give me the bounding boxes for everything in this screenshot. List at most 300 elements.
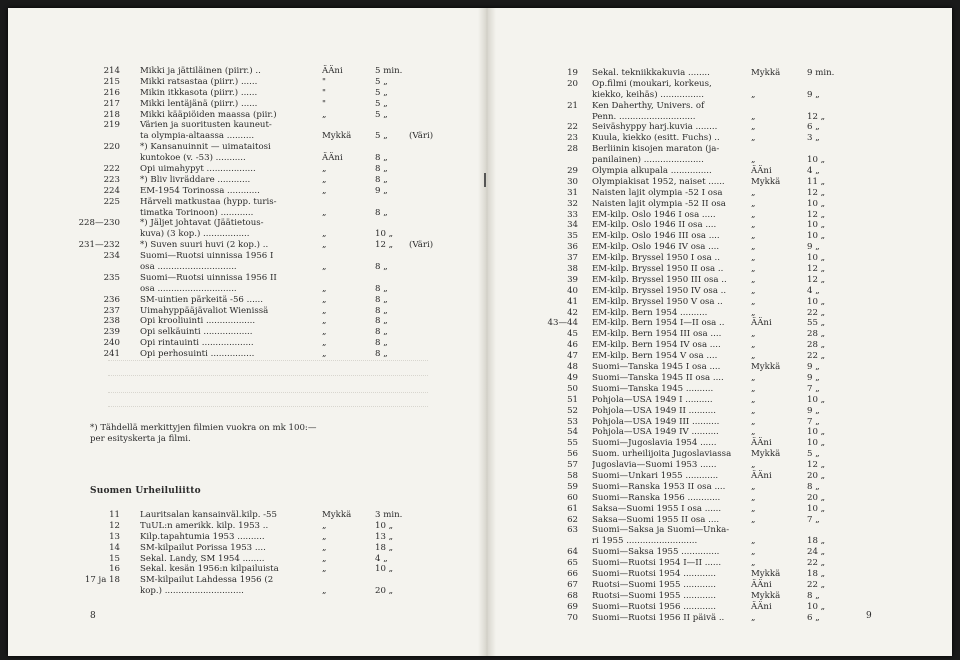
- list-item-title: Seiväshyppy harj.kuvia ........: [592, 122, 718, 133]
- list-item-studio: „: [322, 316, 327, 327]
- list-item-title: EM-kilp. Oslo 1946 IV osa ....: [592, 242, 720, 253]
- list-item-num: 59: [567, 481, 578, 492]
- list-item-studio: „: [751, 198, 756, 209]
- list-item-num: 222: [103, 164, 120, 175]
- list-item-title: Suomi—Ruotsi uinnissa 1956 I: [140, 251, 274, 262]
- list-item-len: 8 „: [375, 207, 388, 218]
- list-item-num: 36: [567, 242, 578, 253]
- list-item-title: Penn. ............................: [592, 111, 696, 122]
- faint-rule: [108, 360, 428, 361]
- list-item-len: 12 „: [807, 209, 826, 220]
- list-item-title: Kuula, kiekko (esitt. Fuchs) ..: [592, 133, 720, 144]
- list-item-len: 20 „: [807, 492, 826, 503]
- faint-rule: [108, 392, 428, 393]
- list-item-title: Suomi—Ruotsi 1956 ............: [592, 601, 716, 612]
- list-item-len: 9 min.: [807, 68, 835, 78]
- list-item-num: 35: [567, 231, 578, 242]
- list-item-num: 19: [567, 68, 578, 78]
- list-item-num: 234: [103, 251, 120, 262]
- section-heading: Suomen Urheiluliitto: [90, 486, 201, 496]
- list-item-title: Mikki lentäjänä (piirr.) ......: [140, 98, 258, 109]
- list-item-len: 10 „: [807, 253, 826, 264]
- list-item-len: 10 „: [807, 503, 826, 514]
- list-item-len: 22 „: [807, 351, 826, 362]
- list-item-len: 8 „: [375, 305, 388, 316]
- list-item-len: 8 „: [375, 327, 388, 338]
- list-item-title: osa .............................: [140, 283, 237, 294]
- list-item-title: EM-kilp. Bern 1954 IV osa ....: [592, 340, 721, 351]
- list-item-studio: „: [751, 253, 756, 264]
- list-item-title: Saksa—Suomi 1955 I osa ......: [592, 503, 722, 514]
- book-gutter: [478, 8, 496, 656]
- list-item-len: 12 „: [807, 187, 826, 198]
- list-item-title: Suomi—Ruotsi uinnissa 1956 II: [140, 272, 277, 283]
- list-item-len: 8 „: [807, 481, 820, 492]
- list-item-len: 10 „: [375, 229, 394, 240]
- list-item-len: 8 „: [375, 262, 388, 273]
- list-item-title: Suomi—Ranska 1953 II osa ....: [592, 481, 726, 492]
- list-item-studio: „: [751, 492, 756, 503]
- list-item-num: 216: [103, 87, 120, 98]
- list-item-len: 18 „: [807, 568, 826, 579]
- list-item-num: 223: [103, 174, 120, 185]
- list-item-studio: Mykkä: [751, 568, 781, 579]
- list-item-num: 31: [567, 187, 578, 198]
- list-item-len: 10 „: [807, 155, 826, 166]
- list-item-title: Opi krooliuinti ..................: [140, 316, 256, 327]
- list-item-title: EM-kilp. Bern 1954 I—II osa ..: [592, 318, 725, 329]
- faint-rule: [108, 406, 428, 407]
- list-item-len: 9 „: [807, 372, 820, 383]
- list-item-len: 20 „: [807, 470, 826, 481]
- list-item-title: Suomi—Ruotsi 1956 II päivä ..: [592, 612, 725, 623]
- list-item-studio: „: [322, 294, 327, 305]
- list-item-studio: ÄÄni: [322, 153, 343, 164]
- list-item-num: 42: [567, 307, 578, 318]
- list-item-studio: ÄÄni: [751, 579, 772, 590]
- list-item-len: 5 „: [375, 109, 388, 120]
- list-item-len: 10 „: [807, 231, 826, 242]
- footnote: *) Tähdellä merkittyjen filmien vuokra on mk 100:— per esityskerta ja filmi.: [90, 423, 317, 444]
- list-item-title: Opi selkäuinti ..................: [140, 327, 253, 338]
- list-item-studio: „: [751, 612, 756, 623]
- list-item-title: Sekal. tekniikkakuvia ........: [592, 68, 710, 78]
- list-item-len: 7 „: [807, 416, 820, 427]
- list-item-studio: ": [322, 98, 326, 109]
- list-item-num: 60: [567, 492, 578, 503]
- list-item-studio: Mykkä: [751, 590, 781, 601]
- list-item-title: SM-uintien pärkeitä -56 ......: [140, 294, 264, 305]
- list-item-studio: „: [751, 558, 756, 569]
- list-item-title: Pohjola—USA 1949 I ..........: [592, 394, 713, 405]
- list-item-title: Op.filmi (moukari, korkeus,: [592, 78, 712, 89]
- list-item-title: kiekko, keihäs) ................: [592, 89, 704, 100]
- list-item-len: 9 „: [807, 405, 820, 416]
- list-item-title: TuUL:n amerikk. kilp. 1953 ..: [140, 520, 269, 531]
- list-item-len: 24 „: [807, 547, 826, 558]
- list-item-num: 65: [567, 558, 578, 569]
- list-item-num: 239: [103, 327, 120, 338]
- list-item-title: Opi perhosuinti ................: [140, 349, 255, 360]
- list-item-len: 28 „: [807, 340, 826, 351]
- list-item-num: 215: [103, 76, 120, 87]
- list-item-title: EM-kilp. Bryssel 1950 V osa ..: [592, 296, 723, 307]
- list-item-studio: „: [751, 351, 756, 362]
- list-item-title: Jugoslavia—Suomi 1953 ......: [592, 460, 717, 471]
- list-item-len: 8 „: [375, 349, 388, 360]
- list-item-studio: ": [322, 76, 326, 87]
- list-item-studio: ÄÄni: [751, 438, 772, 449]
- list-item-studio: „: [322, 349, 327, 360]
- list-item-len: 22 „: [807, 579, 826, 590]
- list-item-num: 22: [567, 122, 578, 133]
- list-item-title: ri 1955 ..........................: [592, 536, 698, 547]
- list-item-title: EM-1954 Torinossa ............: [140, 185, 260, 196]
- list-item-len: 10 „: [807, 427, 826, 438]
- list-item-num: 217: [103, 98, 120, 109]
- list-item-title: Mikki ja jättiläinen (piirr.) ..: [140, 66, 261, 76]
- list-item-studio: „: [322, 174, 327, 185]
- list-item-studio: Mykkä: [322, 131, 352, 142]
- list-item-title: panilainen) ......................: [592, 155, 704, 166]
- list-item-studio: „: [322, 305, 327, 316]
- list-item-num: 49: [567, 372, 578, 383]
- list-item-num: 55: [567, 438, 578, 449]
- list-item-num: 225: [103, 196, 120, 207]
- list-item-studio: Mykkä: [751, 68, 781, 78]
- list-item-len: 8 „: [375, 316, 388, 327]
- list-item-studio: „: [322, 531, 327, 542]
- list-item-len: 5 „: [375, 87, 388, 98]
- list-item-num: 235: [103, 272, 120, 283]
- list-item-studio: „: [751, 405, 756, 416]
- list-item-studio: „: [751, 209, 756, 220]
- list-item-studio: ÄÄni: [751, 318, 772, 329]
- list-item-num: 43—44: [547, 318, 578, 329]
- list-item-title: Saksa—Suomi 1955 II osa ....: [592, 514, 720, 525]
- list-item-title: Suomi—Jugoslavia 1954 ......: [592, 438, 717, 449]
- list-item-studio: „: [322, 542, 327, 553]
- list-item-studio: „: [751, 383, 756, 394]
- list-item-len: 8 „: [807, 590, 820, 601]
- list-item-len: 18 „: [375, 542, 394, 553]
- list-item-num: 47: [567, 351, 578, 362]
- list-item-len: 5 min.: [375, 66, 403, 76]
- list-item-num: 219: [103, 120, 120, 131]
- list-item-title: EM-kilp. Bern 1954 V osa ....: [592, 351, 718, 362]
- list-item-studio: „: [751, 329, 756, 340]
- list-item-title: Suomi—Tanska 1945 I osa ....: [592, 362, 721, 373]
- list-item-title: *) Suven suuri huvi (2 kop.) ..: [140, 240, 269, 251]
- list-item-num: 28: [567, 144, 578, 155]
- list-item-len: 5 „: [375, 131, 388, 142]
- list-item-studio: „: [322, 109, 327, 120]
- list-item-title: Suomi—Saksa ja Suomi—Unka-: [592, 525, 730, 536]
- list-item-studio: „: [751, 514, 756, 525]
- list-item-len: 5 „: [375, 98, 388, 109]
- page-number: 9: [866, 611, 872, 621]
- list-item-num: 30: [567, 176, 578, 187]
- list-item-num: 16: [109, 564, 120, 575]
- list-item-len: 13 „: [375, 531, 394, 542]
- list-item-title: Suomi—Saksa 1955 ..............: [592, 547, 720, 558]
- list-item-len: 22 „: [807, 558, 826, 569]
- list-item-note: (Väri): [409, 240, 434, 251]
- list-item-studio: „: [751, 111, 756, 122]
- list-item-len: 10 „: [807, 220, 826, 231]
- list-item-num: 58: [567, 470, 578, 481]
- list-item-studio: ÄÄni: [751, 166, 772, 177]
- list-item-title: Sekal. kesän 1956:n kilpailuista: [140, 564, 279, 575]
- spine-mark: [484, 173, 486, 187]
- list-item-title: Mikin itkkasota (piirr.) ......: [140, 87, 258, 98]
- list-item-title: Härveli matkustaa (hypp. turis-: [140, 196, 277, 207]
- list-item-studio: „: [751, 503, 756, 514]
- list-item-studio: „: [751, 460, 756, 471]
- list-item-title: Kilp.tapahtumia 1953 ..........: [140, 531, 265, 542]
- list-item-title: Suomi—Unkari 1955 ............: [592, 470, 719, 481]
- list-item-len: 7 „: [807, 383, 820, 394]
- list-item-studio: „: [751, 231, 756, 242]
- list-item-studio: „: [751, 307, 756, 318]
- list-item-title: Suomi—Ranska 1956 ............: [592, 492, 721, 503]
- list-item-num: 238: [103, 316, 120, 327]
- list-item-title: SM-kilpailut Porissa 1953 ....: [140, 542, 266, 553]
- list-item-studio: „: [751, 394, 756, 405]
- list-item-num: 69: [567, 601, 578, 612]
- list-item-studio: „: [322, 185, 327, 196]
- list-item-num: 56: [567, 449, 578, 460]
- list-item-len: 6 „: [807, 612, 820, 623]
- list-item-len: 10 „: [807, 296, 826, 307]
- list-item-title: Opi rintauinti ...................: [140, 338, 254, 349]
- list-item-num: 51: [567, 394, 578, 405]
- list-item-len: 4 „: [807, 285, 820, 296]
- list-item-studio: „: [322, 207, 327, 218]
- list-item-num: 41: [567, 296, 578, 307]
- list-item-studio: „: [751, 155, 756, 166]
- list-item-len: 4 „: [375, 553, 388, 564]
- list-item-len: 5 „: [807, 449, 820, 460]
- list-item-num: 39: [567, 274, 578, 285]
- list-item-studio: ÄÄni: [751, 601, 772, 612]
- list-item-num: 48: [567, 362, 578, 373]
- list-item-num: 33: [567, 209, 578, 220]
- list-item-studio: „: [322, 520, 327, 531]
- list-item-title: Värien ja suoritusten kauneut-: [140, 120, 272, 131]
- list-item-studio: „: [751, 242, 756, 253]
- list-item-studio: ÄÄni: [322, 66, 343, 76]
- list-item-len: 7 „: [807, 514, 820, 525]
- list-item-num: 11: [109, 510, 120, 520]
- list-item-title: Uimahyppääjävaliot Wienissä: [140, 305, 269, 316]
- list-item-studio: „: [751, 89, 756, 100]
- list-item-title: EM-kilp. Bern 1954 III osa ....: [592, 329, 722, 340]
- list-item-title: Olympia alkupala ...............: [592, 166, 712, 177]
- list-item-title: Mikki ratsastaa (piirr.) ......: [140, 76, 258, 87]
- list-item-studio: Mykkä: [751, 176, 781, 187]
- list-item-title: Mikki kääpiöiden maassa (piir.): [140, 109, 277, 120]
- list-item-len: 12 „: [807, 264, 826, 275]
- list-item-studio: „: [322, 283, 327, 294]
- list-item-num: 62: [567, 514, 578, 525]
- list-item-len: 10 „: [807, 438, 826, 449]
- list-item-num: 50: [567, 383, 578, 394]
- list-item-studio: „: [751, 372, 756, 383]
- list-item-title: EM-kilp. Bern 1954 ..........: [592, 307, 708, 318]
- list-item-num: 224: [103, 185, 120, 196]
- list-item-title: Sekal. Landy, SM 1954 ........: [140, 553, 265, 564]
- list-item-num: 20: [567, 78, 578, 89]
- list-item-title: EM-kilp. Oslo 1946 I osa .....: [592, 209, 716, 220]
- list-item-len: 8 „: [375, 174, 388, 185]
- list-item-num: 32: [567, 198, 578, 209]
- list-item-title: osa .............................: [140, 262, 237, 273]
- list-item-num: 15: [109, 553, 120, 564]
- list-item-num: 241: [103, 349, 120, 360]
- list-item-len: 4 „: [807, 166, 820, 177]
- list-item-title: Pohjola—USA 1949 IV ..........: [592, 427, 719, 438]
- list-item-studio: ": [322, 87, 326, 98]
- list-item-len: 9 „: [375, 185, 388, 196]
- list-item-studio: Mykkä: [751, 449, 781, 460]
- list-item-title: Pohjola—USA 1949 II ..........: [592, 405, 716, 416]
- list-item-studio: „: [751, 220, 756, 231]
- list-item-title: Ruotsi—Suomi 1955 ............: [592, 590, 716, 601]
- list-item-len: 6 „: [807, 122, 820, 133]
- list-item-title: EM-kilp. Bryssel 1950 II osa ..: [592, 264, 724, 275]
- list-item-title: timatka Torinoon) ............: [140, 207, 254, 218]
- list-item-len: 8 „: [375, 283, 388, 294]
- list-item-studio: „: [751, 416, 756, 427]
- list-item-title: EM-kilp. Bryssel 1950 I osa ..: [592, 253, 720, 264]
- book-spread: [8, 8, 952, 656]
- list-item-num: 12: [109, 520, 120, 531]
- list-item-title: Opi uimahypyt ..................: [140, 164, 256, 175]
- list-item-studio: „: [322, 586, 327, 597]
- list-item-title: Lauritsalan kansainväl.kilp. -55: [140, 510, 277, 520]
- list-item-title: Naisten lajit olympia -52 I osa: [592, 187, 723, 198]
- list-item-num: 34: [567, 220, 578, 231]
- list-item-title: Suomi—Tanska 1945 II osa ....: [592, 372, 724, 383]
- list-item-len: 8 „: [375, 294, 388, 305]
- list-item-title: kuva) (3 kop.) .................: [140, 229, 250, 240]
- list-item-num: 46: [567, 340, 578, 351]
- list-item-len: 10 „: [375, 564, 394, 575]
- list-item-title: Ken Daherthy, Univers. of: [592, 100, 705, 111]
- list-item-len: 5 „: [375, 76, 388, 87]
- list-item-num: 13: [109, 531, 120, 542]
- list-item-title: SM-kilpailut Lahdessa 1956 (2: [140, 575, 274, 586]
- list-item-title: kop.) .............................: [140, 586, 244, 597]
- list-item-studio: „: [322, 338, 327, 349]
- list-item-title: kuntokoe (v. -53) ...........: [140, 153, 246, 164]
- list-item-title: Pohjola—USA 1949 III ..........: [592, 416, 720, 427]
- page-number: 8: [90, 611, 96, 621]
- left-page: [8, 8, 478, 656]
- list-item-len: 55 „: [807, 318, 826, 329]
- list-item-studio: ÄÄni: [751, 470, 772, 481]
- list-item-len: 11 „: [807, 176, 826, 187]
- list-item-num: 231—232: [78, 240, 120, 251]
- list-item-num: 228—230: [78, 218, 120, 229]
- list-item-num: 57: [567, 460, 578, 471]
- list-item-studio: „: [322, 564, 327, 575]
- list-item-studio: „: [751, 481, 756, 492]
- list-item-title: EM-kilp. Oslo 1946 II osa ....: [592, 220, 717, 231]
- list-item-len: 22 „: [807, 307, 826, 318]
- list-item-len: 3 min.: [375, 510, 403, 520]
- list-item-studio: „: [751, 122, 756, 133]
- list-item-len: 9 „: [807, 242, 820, 253]
- list-item-title: ta olympia-altaassa ..........: [140, 131, 255, 142]
- list-item-num: 70: [567, 612, 578, 623]
- list-item-studio: „: [751, 285, 756, 296]
- list-item-studio: „: [751, 340, 756, 351]
- list-item-len: 8 „: [375, 164, 388, 175]
- list-item-studio: „: [322, 164, 327, 175]
- list-item-title: Olympiakisat 1952, naiset ......: [592, 176, 725, 187]
- list-item-num: 218: [103, 109, 120, 120]
- list-item-title: Ruotsi—Suomi 1955 ............: [592, 579, 716, 590]
- list-item-title: Suomi—Ruotsi 1954 I—II ......: [592, 558, 722, 569]
- faint-rule: [108, 375, 428, 376]
- list-item-studio: „: [751, 274, 756, 285]
- list-item-num: 220: [103, 142, 120, 153]
- list-item-title: Berliinin kisojen maraton (ja-: [592, 144, 720, 155]
- list-item-num: 40: [567, 285, 578, 296]
- list-item-studio: Mykkä: [751, 362, 781, 373]
- list-item-len: 9 „: [807, 89, 820, 100]
- list-item-len: 12 „: [807, 111, 826, 122]
- list-item-len: 8 „: [375, 338, 388, 349]
- list-item-studio: „: [751, 536, 756, 547]
- list-item-len: 12 „: [375, 240, 394, 251]
- list-item-studio: „: [322, 553, 327, 564]
- list-item-studio: Mykkä: [322, 510, 352, 520]
- list-item-title: EM-kilp. Oslo 1946 III osa ....: [592, 231, 720, 242]
- list-item-num: 68: [567, 590, 578, 601]
- list-item-studio: „: [322, 262, 327, 273]
- list-item-num: 23: [567, 133, 578, 144]
- list-item-title: Naisten lajit olympia -52 II osa: [592, 198, 726, 209]
- list-item-num: 21: [567, 100, 578, 111]
- list-item-num: 17 ja 18: [84, 575, 120, 586]
- list-item-len: 9 „: [807, 362, 820, 373]
- list-item-num: 63: [567, 525, 578, 536]
- list-item-num: 29: [567, 166, 578, 177]
- list-item-num: 236: [103, 294, 120, 305]
- list-item-studio: „: [751, 427, 756, 438]
- list-item-num: 214: [103, 66, 120, 76]
- list-item-len: 18 „: [807, 536, 826, 547]
- list-item-title: EM-kilp. Bryssel 1950 III osa ..: [592, 274, 727, 285]
- list-item-num: 45: [567, 329, 578, 340]
- list-item-studio: „: [322, 229, 327, 240]
- list-item-num: 38: [567, 264, 578, 275]
- list-item-studio: „: [751, 296, 756, 307]
- list-item-len: 10 „: [375, 520, 394, 531]
- list-item-num: 54: [567, 427, 578, 438]
- list-item-title: EM-kilp. Bryssel 1950 IV osa ..: [592, 285, 727, 296]
- list-item-title: *) Jäljet johtavat (Jäätietous-: [140, 218, 264, 229]
- list-item-len: 10 „: [807, 394, 826, 405]
- list-item-title: Suomi—Ruotsi 1954 ............: [592, 568, 716, 579]
- list-item-num: 53: [567, 416, 578, 427]
- list-item-studio: „: [322, 240, 327, 251]
- list-item-num: 64: [567, 547, 578, 558]
- list-item-len: 10 „: [807, 601, 826, 612]
